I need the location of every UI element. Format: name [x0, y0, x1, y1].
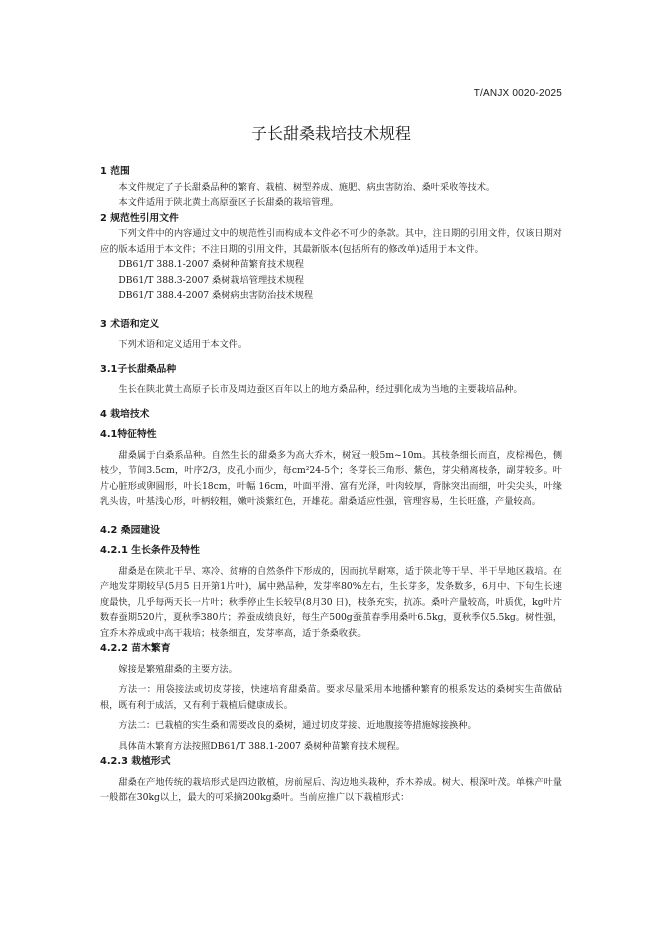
- paragraph: 本文件规定了子长甜桑品种的繁育、栽植、树型养成、施肥、病虫害防治、桑叶采收等技术。: [118, 181, 496, 193]
- paragraph: 方法二：已栽植的实生桑和需要改良的桑树，通过切皮芽接、近地腹接等措施嫁接换种。: [118, 720, 477, 731]
- paragraph: 下列文件中的内容通过文中的规范性引而构成本文件必不可少的条款。其中，注日期的引用文件，仅该日期对应的版本适用于本文件；不注日期的引用文件，其最新版本(包括所有的修改单)适用于本文件。: [100, 228, 562, 255]
- section-heading-3: 3 术语和定义: [100, 318, 160, 330]
- reference-item: DB61/T 388.3-2007 桑树栽培管理技术规程: [118, 274, 304, 286]
- section-heading-3-1: 3.1子长甜桑品种: [100, 363, 177, 375]
- paragraph: 生长在陕北黄土高原子长市及周边蚕区百年以上的地方桑品种，经过驯化成为当地的主要栽培品种。: [118, 384, 523, 395]
- section-heading-4-1: 4.1特征特性: [100, 429, 157, 440]
- paragraph: 甜桑是在陕北干旱、寒冷、贫瘠的自然条件下形成的，因而抗旱耐寒，适于陕北等干旱、半干旱地区栽培。在产地发芽期较早(5月5 日开第1片叶)，属中熟品种，发芽率80%左右，生长芽多，发条数多，6月中、下旬生长速度最快，几乎每两天长一片叶；秋季停止生长较早(8月30 日)，枝条充实，抗冻。桑叶产量较高，叶质优，kg叶片数春蚕期520片，夏秋季380片；养蚕成绩良好，每生产500g蚕茧春季用桑叶6.5kg，夏秋季仅5.5kg。树性强，宜乔木养成或中高干栽培；枝条细直，发芽率高，适于条桑收获。: [100, 565, 562, 639]
- section-heading-4: 4 栽培技术: [100, 408, 150, 420]
- document-title: 子长甜桑栽培技术规程: [250, 124, 411, 143]
- paragraph: 嫁接是繁殖甜桑的主要方法。: [118, 663, 238, 675]
- paragraph: 下列术语和定义适用于本文件。: [118, 339, 248, 350]
- reference-item: DB61/T 388.1-2007 桑树种苗繁育技术规程: [118, 259, 304, 270]
- paragraph: 方法一：用袋接法或切皮芽接，快速培育甜桑苗。要求尽量采用本地播种繁育的根系发达的桑树实生苗做砧根，既有利于成活，又有利于栽植后健康成长。: [100, 684, 562, 711]
- paragraph: 甜桑属于白桑系品种。自然生长的甜桑多为高大乔木，树冠一般5m~10m。其枝条细长而直，皮棕褐色，侧枝少，节间3.5cm，叶序2/3，皮孔小而少，每cm²24-5个；冬芽长三角形、紫色，芽尖稍离枝条，副芽较多。叶片心脏形或卵圆形，叶长18cm，叶幅 16cm，叶面平滑、富有光泽，叶肉较厚，背脉突出而细，叶尖尖头，叶缘乳头齿，叶基浅心形，叶柄较粗，嫩叶淡紫红色，开雄花。甜桑适应性强，管理容易，生长旺盛，产量较高。: [100, 449, 562, 507]
- section-heading-2: 2 规范性引用文件: [100, 212, 179, 224]
- paragraph: 甜桑在产地传统的栽培形式是四边散植，房前屋后、沟边地头栽种，乔木养成。树大、根深叶茂。单株产叶量一般都在30kg以上，最大的可采摘200kg桑叶。当前应推广以下栽植形式：: [100, 776, 562, 803]
- paragraph: 具体苗木繁育方法按照DB61/T 388.1-2007 桑树种苗繁育技术规程。: [118, 740, 405, 752]
- standard-code: T/ANJX 0020-2025: [473, 88, 562, 99]
- section-heading-4-2-2: 4.2.2 苗木繁育: [100, 643, 171, 654]
- section-heading-4-2: 4.2 桑园建设: [100, 524, 160, 536]
- document-body: [100, 164, 562, 806]
- reference-item: DB61/T 388.4-2007 桑树病虫害防治技术规程: [118, 290, 314, 301]
- section-heading-4-2-1: 4.2.1 生长条件及特性: [100, 545, 200, 556]
- section-heading-1: 1 范围: [100, 166, 130, 177]
- paragraph: 本文件适用于陕北黄土高原蚕区子长甜桑的栽培管理。: [118, 197, 339, 208]
- section-heading-4-2-3: 4.2.3 栽植形式: [100, 756, 171, 767]
